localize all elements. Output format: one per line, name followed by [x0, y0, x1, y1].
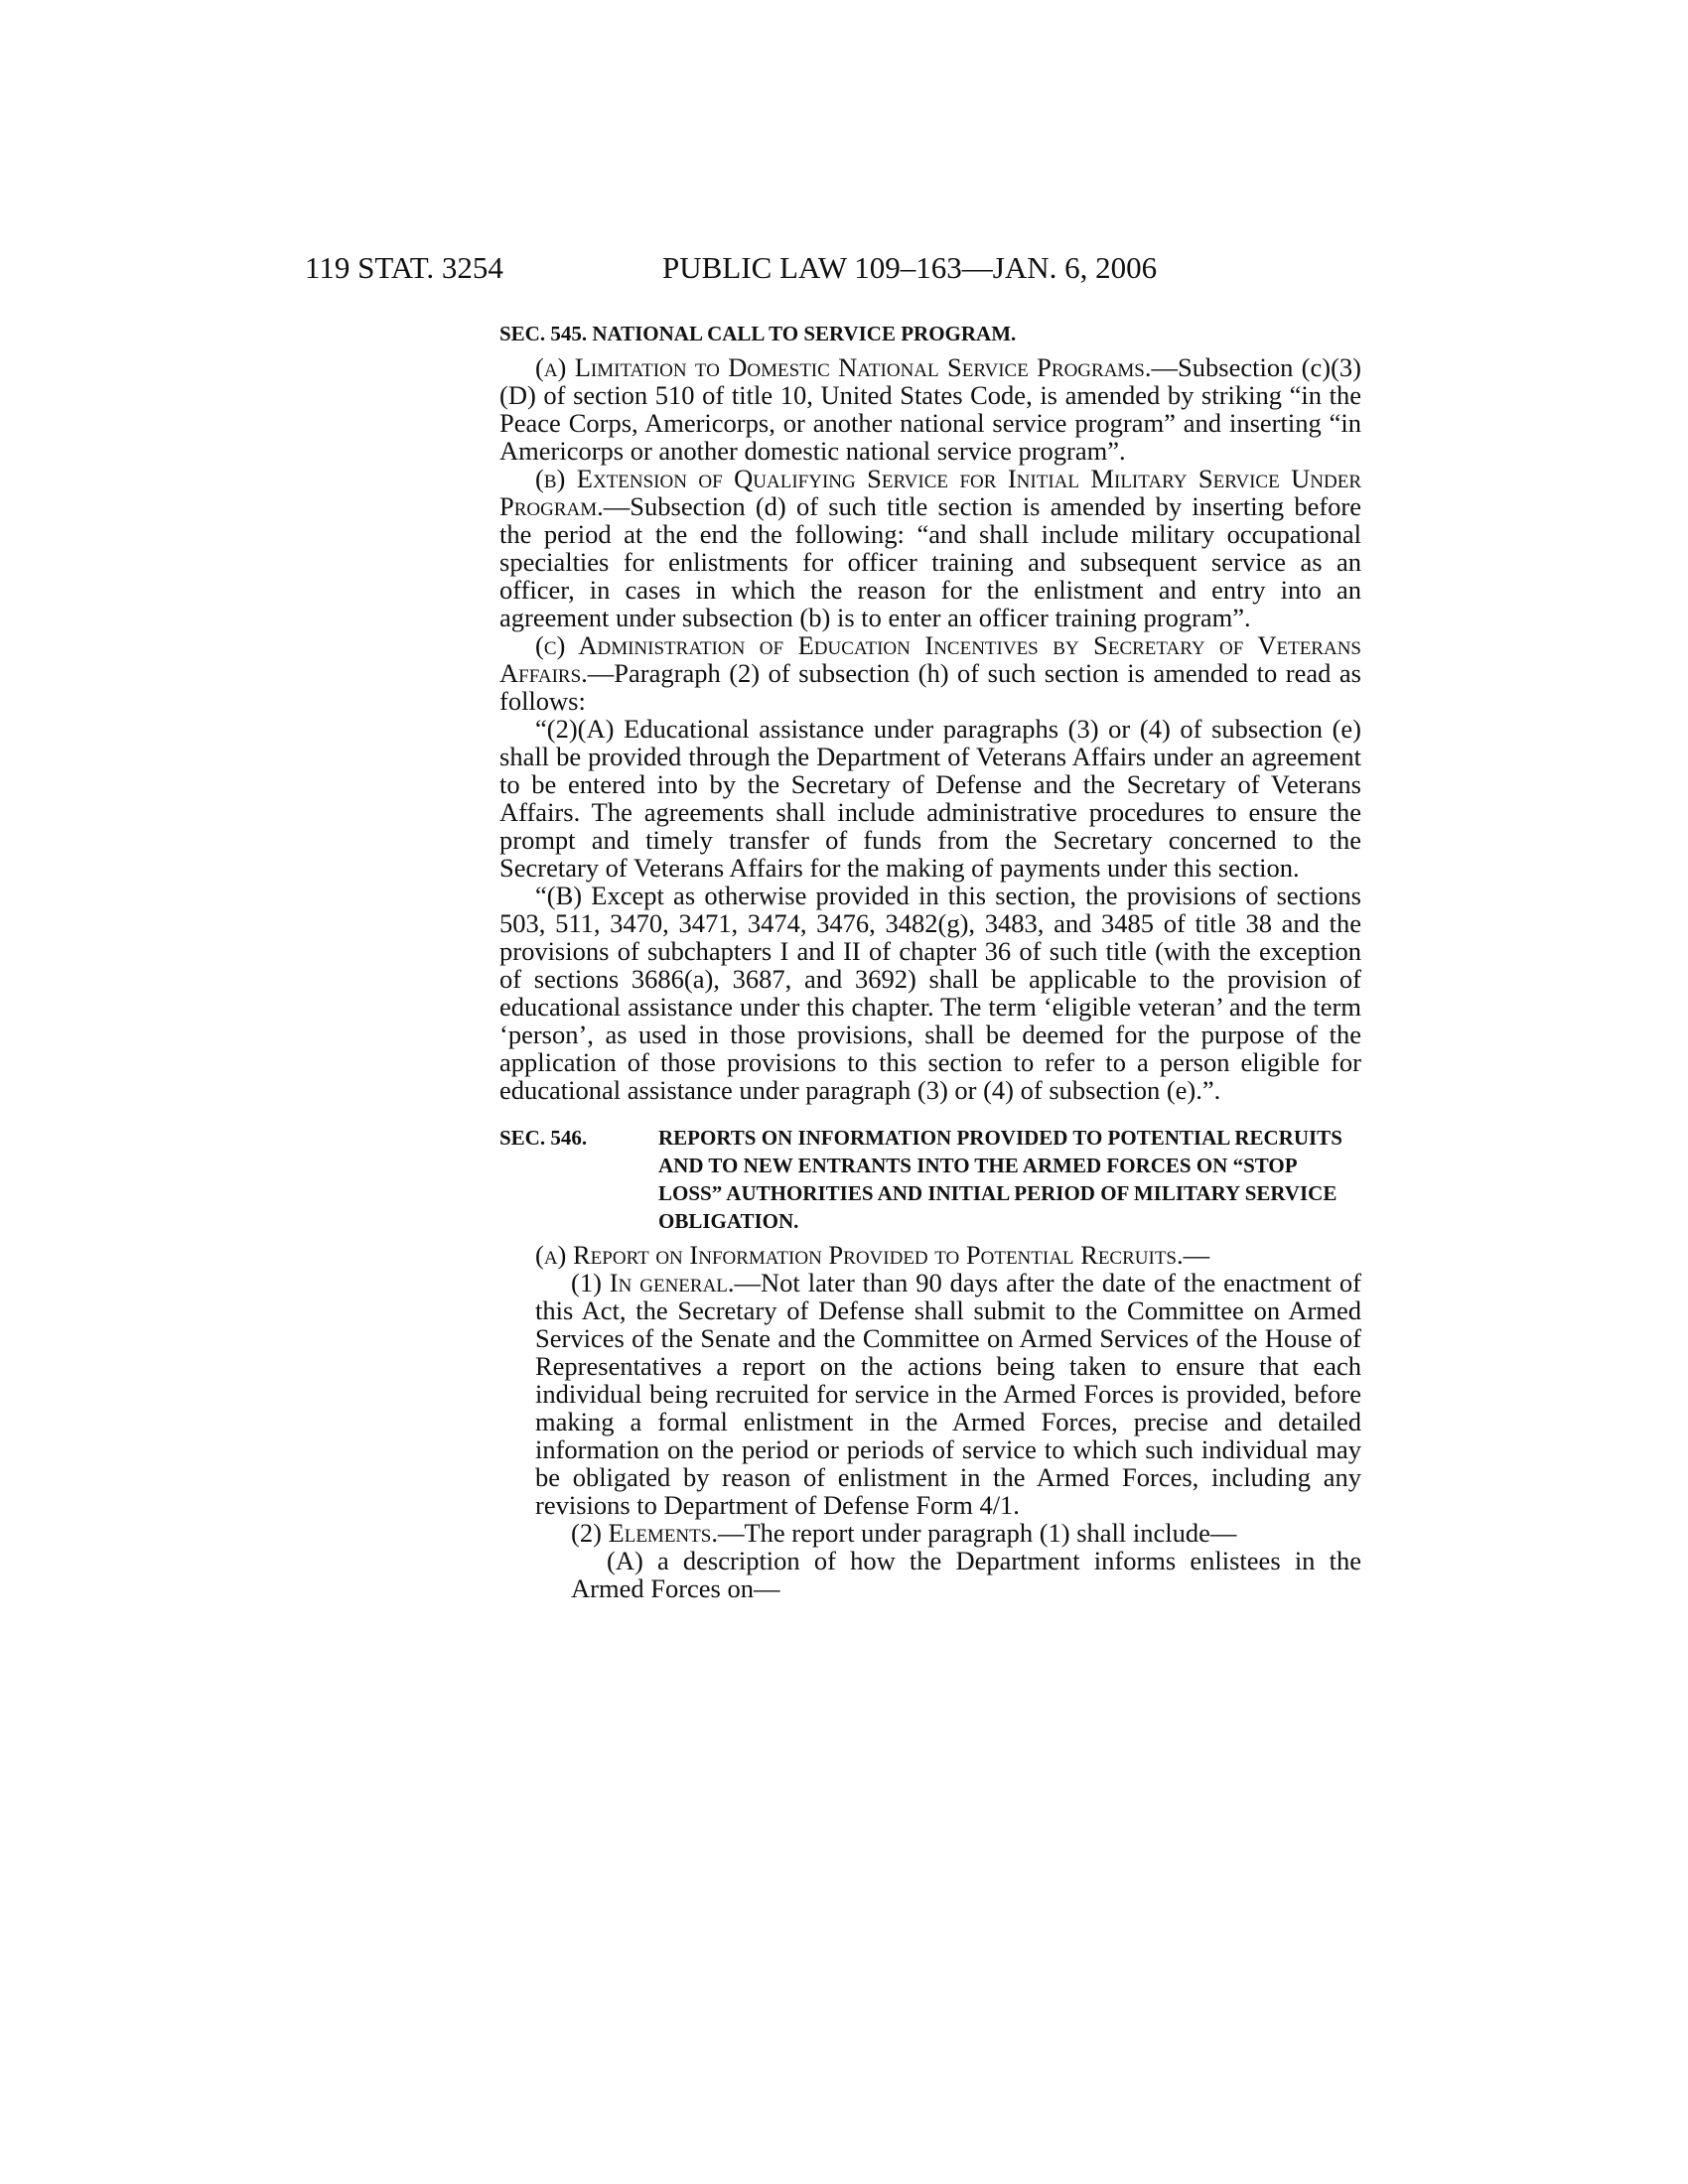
paragraph-1-text: Not later than 90 days after the date of the enactment of this Act, the Secretary of Defense shall submit to the Committee on Armed Services of the Senate and the Committee on Armed Services of the House of Representatives a report on the actions being taken to ensure that each individual being recruited for service in the Armed Forces is provided, before making a formal enlistment in the Armed Forces, precise and detailed information on the period or periods of service to which such individual may be obligated by reason of enlistment in the Armed Forces, including any revisions to Department of Defense Form 4/1. — [535, 1268, 1361, 1520]
paragraph-1-heading: (1) In general.— — [571, 1268, 762, 1297]
running-header — [305, 250, 1374, 290]
document-body — [499, 320, 1361, 1602]
statute-page-number: 119 STAT. 3254 — [305, 250, 503, 285]
subsection-a-text: Subsection (c)(3)(D) of section 510 of title 10, United States Code, is amended by striking “in the Peace Corps, Americorps, or another national service program” and inserting “in Americorps or another domestic national service program”. — [499, 352, 1361, 466]
section-546-number: SEC. 546. — [499, 1126, 588, 1150]
subsection-b-heading: (b) Extension of Qualifying Service for Initial Military Service Under Program.— — [499, 464, 1361, 521]
section-546-heading — [499, 1124, 1361, 1235]
subparagraph-a: (A) a description of how the Department informs enlistees in the Armed Forces on— — [571, 1546, 1361, 1603]
paragraph-2-heading: (2) Elements.— — [571, 1518, 745, 1548]
subsection-c-text: Paragraph (2) of subsection (h) of such section is amended to read as follows: — [499, 658, 1361, 716]
section-546-subsection-a — [499, 1241, 1361, 1269]
paragraph-2 — [535, 1519, 1361, 1547]
quoted-paragraph-2b: “(B) Except as otherwise provided in this section, the provisions of sections 503, 511, 3470, 3471, 3474, 3476, 3482(g), 3483, and 3485 of title 38 and the provisions of subchapters I and II of chapter 36 of such title (with the exception of sections 3686(a), 3687, and 3692) shall be applicable to the provision of educational assistance under this chapter. The term ‘eligible veteran’ and the term ‘person’, as used in those provisions, shall be deemed for the purpose of the application of those provisions to this section to refer to a person eligible for educational assistance under paragraph (3) or (4) of subsection (e).”. — [499, 881, 1361, 1105]
subsection-a-heading: (a) Limitation to Domestic National Service Programs.— — [535, 352, 1179, 382]
subsection-b-text: Subsection (d) of such title section is amended by inserting before the period at the end the following: “and shall include military occupational specialties for enlistments for officer training and subsequent service as an officer, in cases in which the reason for the enlistment and entry into an agreement under subsection (b) is to enter an officer training program”. — [499, 491, 1361, 632]
section-545-subsection-a — [499, 353, 1361, 465]
paragraph-2-text: The report under paragraph (1) shall include— — [744, 1518, 1237, 1548]
subsection-a-heading: (a) Report on Information Provided to Potential Recruits.— — [535, 1240, 1210, 1270]
quoted-paragraph-2a: “(2)(A) Educational assistance under paragraphs (3) or (4) of subsection (e) shall be provided through the Department of Veterans Affairs under an agreement to be entered into by the Secretary of Defense and the Secretary of Veterans Affairs. The agreements shall include administrative procedures to ensure the prompt and timely transfer of funds from the Secretary concerned to the Secretary of Veterans Affairs for the making of payments under this section. — [499, 714, 1361, 883]
section-545-subsection-b — [499, 465, 1361, 631]
section-545-heading: SEC. 545. NATIONAL CALL TO SERVICE PROGRAM. — [499, 322, 1017, 345]
section-546-title: REPORTS ON INFORMATION PROVIDED TO POTENTIAL RECRUITS AND TO NEW ENTRANTS INTO THE ARMED FORCES ON “STOP LOSS” AUTHORITIES AND INITIAL PERIOD OF MILITARY SERVICE OBLIGATION. — [658, 1126, 1342, 1233]
section-545-subsection-c — [499, 631, 1361, 715]
subsection-c-heading: (c) Administration of Education Incentives by Secretary of Veterans Affairs.— — [499, 630, 1361, 688]
paragraph-1 — [535, 1269, 1361, 1519]
public-law-citation: PUBLIC LAW 109–163—JAN. 6, 2006 — [662, 250, 1158, 285]
